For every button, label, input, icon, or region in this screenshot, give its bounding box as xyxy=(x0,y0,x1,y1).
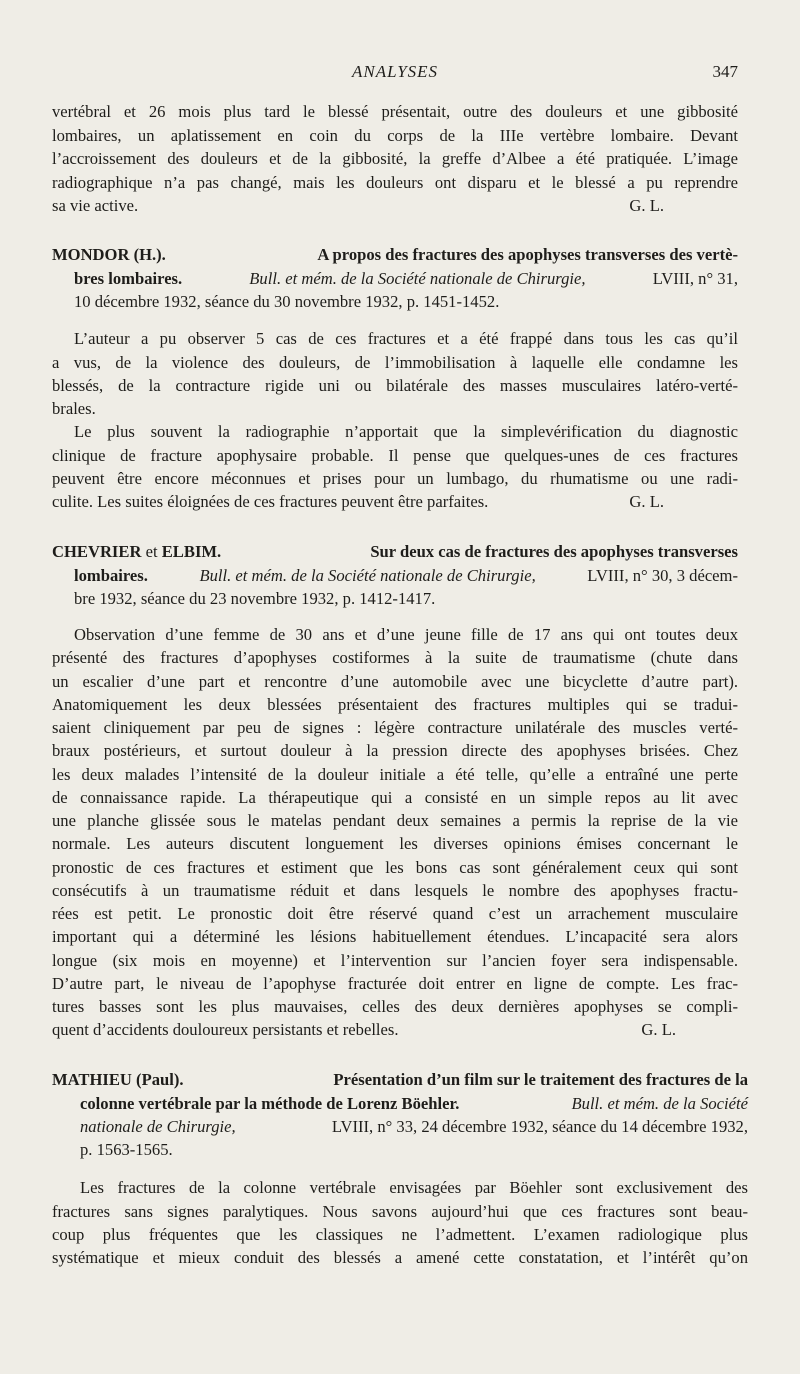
paragraph-line: les deux malades l’intensité de la douleur initiale a été telle, qu’elle a entraîné une perte xyxy=(52,765,738,784)
paragraph-line: consécutifs à un traumatisme réduit et dans lesquels le nombre des apophyses fractu- xyxy=(52,881,738,900)
signature: G. L. xyxy=(641,1020,676,1039)
paragraph-line: important qui a déterminé les lésions habituellement étendues. L’incapacité sera alors xyxy=(52,927,738,946)
paragraph-line: systématique et mieux conduit des blessés a amené cette constatation, et l’intérêt qu’on xyxy=(52,1248,748,1267)
page-number: 347 xyxy=(712,62,738,81)
entry-journal: nationale de Chirurgie, xyxy=(80,1117,236,1136)
paragraph-text: quent d’accidents douloureux persistants et rebelles. xyxy=(52,1020,399,1039)
paragraph-line: présenté des fractures d’apophyses costiformes à la suite de traumatisme (chute dans xyxy=(52,648,738,667)
entry-author: MATHIEU (Paul). xyxy=(52,1070,184,1089)
entry-heading-line xyxy=(52,243,738,266)
paragraph-line: longue (six mois en moyenne) et l’intervention sur l’ancien foyer sera indispensable. xyxy=(52,951,738,970)
paragraph-line: brales. xyxy=(52,399,96,418)
entry-journal: Bull. et mém. de la Société nationale de Chirurgie, xyxy=(199,566,536,585)
entry-reference-line: 10 décembre 1932, séance du 30 novembre 1932, p. 1451-1452. xyxy=(74,292,500,311)
signature: G. L. xyxy=(629,492,664,511)
entry-reference-line: bre 1932, séance du 23 novembre 1932, p. 1412-1417. xyxy=(74,589,436,608)
paragraph-line: lombaires, un aplatissement en coin du corps de la IIIe vertèbre lombaire. Devant xyxy=(52,126,738,145)
paragraph-line: D’autre part, le niveau de l’apophyse fracturée doit entrer en ligne de compte. Les frac- xyxy=(52,974,738,993)
paragraph-line: pronostic de ces fractures et estiment que les bons cas sont généralement ceux qui sont xyxy=(52,858,738,877)
paragraph-line: peuvent être encore méconnues et prises pour un lumbago, du rhumatisme ou une radi- xyxy=(52,469,738,488)
entry-author: ELBIM. xyxy=(161,542,222,561)
author-connector: et xyxy=(145,542,158,561)
entry-title: A propos des fractures des apophyses transverses des vertè- xyxy=(317,245,738,264)
paragraph-line: blessés, de la contracture rigide uni ou bilatérale des masses musculaires latéro-verté- xyxy=(52,376,738,395)
entry-author: MONDOR (H.). xyxy=(52,245,166,264)
paragraph-text: sa vie active. xyxy=(52,196,139,215)
header-title: ANALYSES xyxy=(351,62,439,81)
entry-reference-line: p. 1563-1565. xyxy=(80,1140,173,1159)
entry-reference: LVIII, n° 30, 3 décem- xyxy=(587,566,738,585)
entry-title: lombaires. xyxy=(74,566,148,585)
paragraph-line: de connaissance rapide. La thérapeutique qui a consisté en un simple repos au lit avec xyxy=(52,788,738,807)
paragraph-line: l’accroissement des douleurs et de la gibbosité, la greffe d’Albee a été pratiquée. L’image xyxy=(52,149,738,168)
paragraph-line: une planche glissée sous le matelas pendant deux semaines a permis la reprise de la vie xyxy=(52,811,738,830)
paragraph-line-last xyxy=(52,194,664,217)
entry-reference: LVIII, n° 33, 24 décembre 1932, séance du 14 décembre 1932, xyxy=(331,1117,748,1136)
entry-authors xyxy=(52,540,221,563)
running-header xyxy=(52,62,738,88)
signature: G. L. xyxy=(629,196,664,215)
entry-heading-line xyxy=(52,1068,748,1091)
paragraph-line: radiographique n’a pas changé, mais les douleurs ont disparu et le blessé a pu reprendre xyxy=(52,173,738,192)
paragraph-line: tures basses sont les plus mauvaises, celles des deux dernières apophyses se compli- xyxy=(52,997,738,1016)
entry-title: colonne vertébrale par la méthode de Lorenz Böehler. xyxy=(80,1094,460,1113)
paragraph-line: Observation d’une femme de 30 ans et d’une jeune fille de 17 ans qui ont toutes deux xyxy=(74,625,738,644)
paragraph-line: normale. Les auteurs discutent longuement les diverses opinions émises concernant le xyxy=(52,834,738,853)
entry-reference: LVIII, n° 31, xyxy=(652,269,738,288)
paragraph-line: braux postérieurs, et surtout douleur à la pression directe des apophyses brisées. Chez xyxy=(52,741,738,760)
paragraph-line-last xyxy=(52,490,664,513)
entry-journal: Bull. et mém. de la Société xyxy=(571,1094,748,1113)
paragraph-line: un escalier d’une part et rencontre d’une automobile avec une bicyclette d’autre part). xyxy=(52,672,738,691)
paragraph-line: coup plus fréquentes que les classiques ne l’admettent. L’examen radiologique plus xyxy=(52,1225,748,1244)
entry-heading-line xyxy=(80,1115,748,1138)
paragraph-line: clinique de fracture apophysaire probable. Il pense que quelques-unes de ces fractures xyxy=(52,446,738,465)
entry-journal: Bull. et mém. de la Société nationale de Chirurgie, xyxy=(249,269,586,288)
paragraph-line-last xyxy=(52,1018,676,1041)
entry-heading-line xyxy=(74,267,738,290)
paragraph-line: Anatomiquement les deux blessées présentaient des fractures multiples qui se tradui- xyxy=(52,695,738,714)
paragraph-line: saient cliniquement par peu de signes : légère contracture unilatérale des muscles verté- xyxy=(52,718,738,737)
paragraph-line: fractures sans signes paralytiques. Nous savons aujourd’hui que ces fractures sont beau- xyxy=(52,1202,748,1221)
entry-title: Présentation d’un film sur le traitement des fractures de la xyxy=(333,1070,748,1089)
entry-heading-line xyxy=(74,564,738,587)
entry-title: Sur deux cas de fractures des apophyses transverses xyxy=(370,542,738,561)
entry-author: CHEVRIER xyxy=(52,542,142,561)
paragraph-line: rées est petit. Le pronostic doit être réservé quand c’est un arrachement musculaire xyxy=(52,904,738,923)
entry-title: bres lombaires. xyxy=(74,269,183,288)
paragraph-line: L’auteur a pu observer 5 cas de ces fractures et a été frappé dans tous les cas qu’il xyxy=(74,329,738,348)
paragraph-line: vertébral et 26 mois plus tard le blessé présentait, outre des douleurs et une gibbosité xyxy=(52,102,738,121)
entry-heading-line xyxy=(80,1092,748,1115)
paragraph-line: Le plus souvent la radiographie n’apportait que la simplevérification du diagnostic xyxy=(74,422,738,441)
paragraph-line: Les fractures de la colonne vertébrale envisagées par Böehler sont exclusivement des xyxy=(80,1178,748,1197)
paragraph-text: culite. Les suites éloignées de ces fractures peuvent être parfaites. xyxy=(52,492,489,511)
entry-heading-line xyxy=(52,540,738,563)
paragraph-line: a vus, de la violence des douleurs, de l’immobilisation à laquelle elle condamne les xyxy=(52,353,738,372)
